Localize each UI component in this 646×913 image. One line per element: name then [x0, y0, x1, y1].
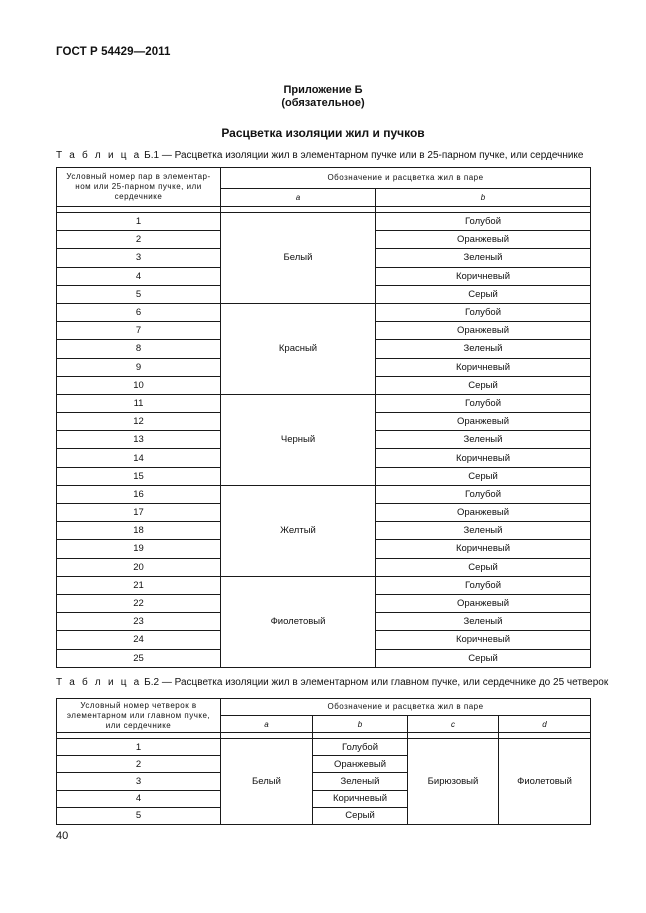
color-b: Оранжевый	[376, 594, 591, 612]
color-b: Коричневый	[313, 790, 408, 807]
table2-sub-b: b	[313, 716, 408, 733]
pair-number: 2	[57, 231, 221, 249]
table2-caption	[56, 677, 608, 688]
table2-col1-header: Условный номер четверок в элементарном или главном пучке, или сердечнике	[57, 699, 221, 733]
color-b: Зеленый	[376, 431, 591, 449]
table-row	[57, 739, 591, 756]
pair-number: 8	[57, 340, 221, 358]
pair-number: 10	[57, 376, 221, 394]
color-b: Серый	[313, 807, 408, 824]
color-b: Зеленый	[313, 773, 408, 790]
table2-caption-text: Б.2 — Расцветка изоляции жил в элементарном или главном пучке, или сердечнике до 25 четверок	[141, 677, 609, 688]
color-c: Бирюзовый	[408, 739, 499, 825]
pair-number: 11	[57, 394, 221, 412]
quad-number: 3	[57, 773, 221, 790]
color-a: Белый	[221, 739, 313, 825]
table-b2	[56, 698, 591, 825]
color-a: Желтый	[221, 485, 376, 576]
color-b: Коричневый	[376, 267, 591, 285]
table1-caption-prefix: Т а б л и ц а	[56, 150, 142, 161]
color-d: Фиолетовый	[499, 739, 591, 825]
pair-number: 17	[57, 504, 221, 522]
table2-caption-prefix: Т а б л и ц а	[56, 677, 142, 688]
color-b: Голубой	[313, 739, 408, 756]
table2-sub-a: a	[221, 716, 313, 733]
table-row	[57, 485, 591, 503]
color-b: Серый	[376, 376, 591, 394]
table1-col1-header: Условный номер пар в элементар-ном или 25-парном пучке, или сердечнике	[57, 168, 221, 207]
section-title: Расцветка изоляции жил и пучков	[221, 126, 425, 140]
pair-number: 3	[57, 249, 221, 267]
table1-sub-b: b	[376, 188, 591, 206]
color-b: Голубой	[376, 213, 591, 231]
color-b: Коричневый	[376, 449, 591, 467]
color-b: Серый	[376, 285, 591, 303]
color-b: Зеленый	[376, 340, 591, 358]
document-code: ГОСТ Р 54429—2011	[56, 46, 171, 58]
pair-number: 24	[57, 631, 221, 649]
pair-number: 9	[57, 358, 221, 376]
color-b: Зеленый	[376, 522, 591, 540]
color-b: Коричневый	[376, 631, 591, 649]
color-b: Серый	[376, 467, 591, 485]
appendix-subtitle: (обязательное)	[281, 97, 365, 109]
table-row	[57, 213, 591, 231]
appendix-title: Приложение Б	[283, 84, 363, 96]
color-b: Оранжевый	[376, 504, 591, 522]
color-b: Коричневый	[376, 540, 591, 558]
quad-number: 4	[57, 790, 221, 807]
pair-number: 22	[57, 594, 221, 612]
table1-caption-text: Б.1 — Расцветка изоляции жил в элементарном пучке или в 25-парном пучке, или сердечнике	[141, 150, 584, 161]
color-b: Оранжевый	[376, 231, 591, 249]
pair-number: 23	[57, 613, 221, 631]
color-b: Зеленый	[376, 613, 591, 631]
table-row	[57, 576, 591, 594]
quad-number: 2	[57, 756, 221, 773]
pair-number: 20	[57, 558, 221, 576]
color-a: Черный	[221, 394, 376, 485]
pair-number: 14	[57, 449, 221, 467]
color-b: Оранжевый	[376, 322, 591, 340]
pair-number: 5	[57, 285, 221, 303]
pair-number: 21	[57, 576, 221, 594]
quad-number: 1	[57, 739, 221, 756]
color-a: Красный	[221, 303, 376, 394]
table2-sub-c: c	[408, 716, 499, 733]
table-b1	[56, 167, 591, 668]
table-row	[57, 303, 591, 321]
color-b: Оранжевый	[313, 756, 408, 773]
color-b: Голубой	[376, 576, 591, 594]
color-b: Голубой	[376, 485, 591, 503]
table-row	[57, 394, 591, 412]
table1-sub-a: a	[221, 188, 376, 206]
color-b: Голубой	[376, 394, 591, 412]
color-b: Серый	[376, 558, 591, 576]
pair-number: 6	[57, 303, 221, 321]
quad-number: 5	[57, 807, 221, 824]
pair-number: 13	[57, 431, 221, 449]
pair-number: 25	[57, 649, 221, 667]
table1-caption	[56, 150, 583, 161]
table1-group-header: Обозначение и расцветка жил в паре	[221, 168, 591, 189]
color-a: Фиолетовый	[221, 576, 376, 667]
pair-number: 18	[57, 522, 221, 540]
pair-number: 12	[57, 413, 221, 431]
color-b: Голубой	[376, 303, 591, 321]
pair-number: 1	[57, 213, 221, 231]
color-b: Коричневый	[376, 358, 591, 376]
table2-group-header: Обозначение и расцветка жил в паре	[221, 699, 591, 716]
color-b: Оранжевый	[376, 413, 591, 431]
table2-sub-d: d	[499, 716, 591, 733]
pair-number: 4	[57, 267, 221, 285]
pair-number: 7	[57, 322, 221, 340]
color-a: Белый	[221, 213, 376, 304]
pair-number: 15	[57, 467, 221, 485]
pair-number: 19	[57, 540, 221, 558]
pair-number: 16	[57, 485, 221, 503]
page-number: 40	[56, 830, 69, 842]
color-b: Серый	[376, 649, 591, 667]
color-b: Зеленый	[376, 249, 591, 267]
